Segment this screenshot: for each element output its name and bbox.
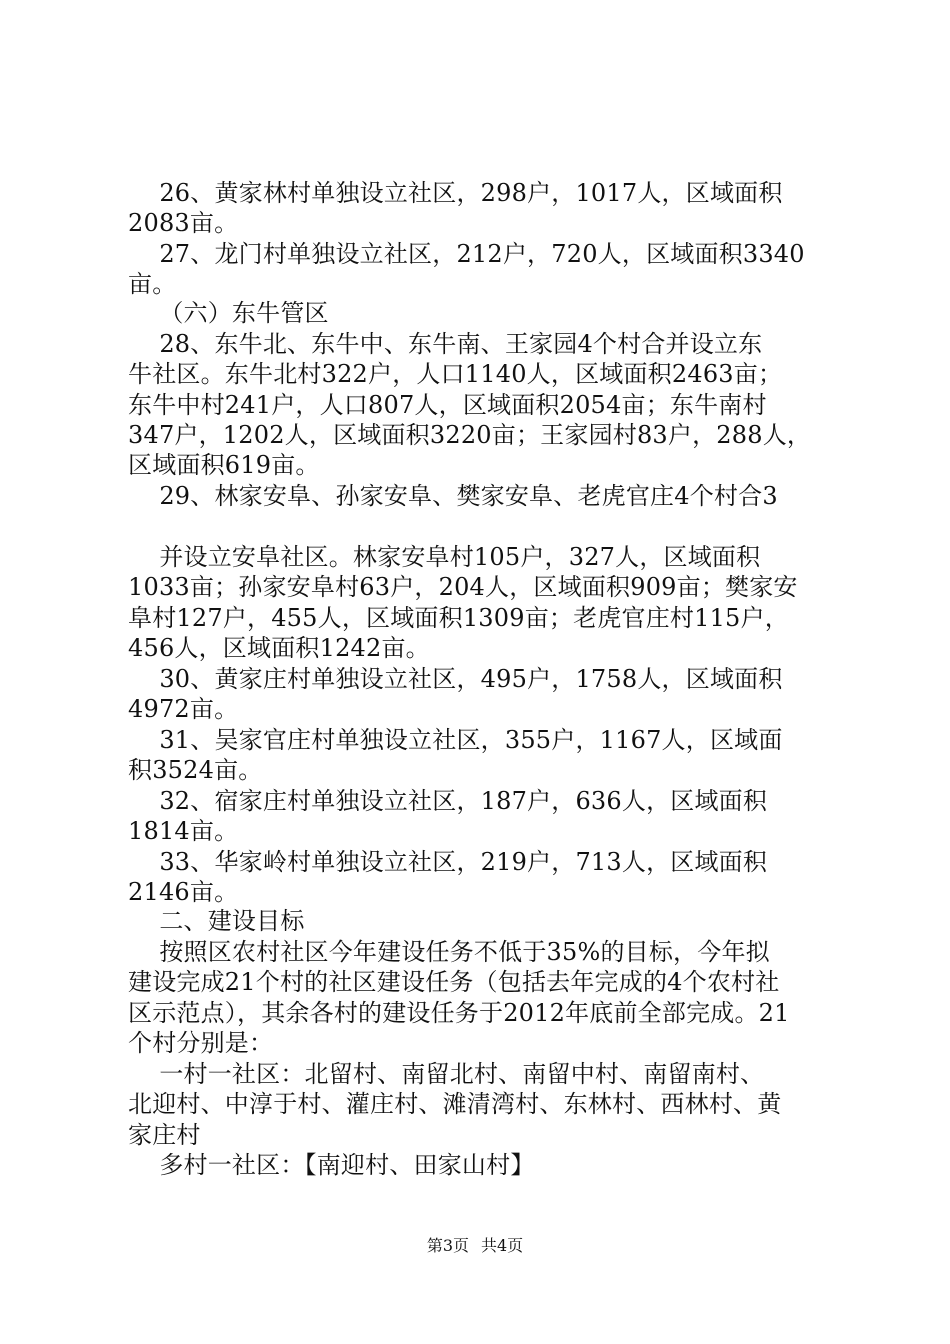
text-line: 家庄村 <box>128 1121 201 1149</box>
text-line: 阜村127户，455人，区域面积1309亩；老虎官庄村115户， <box>128 604 789 632</box>
text-line: 456人，区域面积1242亩。 <box>128 634 430 662</box>
text-line: 个村分别是： <box>128 1029 274 1057</box>
text-line: 32、宿家庄村单独设立社区，187户，636人，区域面积 <box>128 787 768 815</box>
text-line: 1814亩。 <box>128 817 239 845</box>
text-line: 2083亩。 <box>128 209 239 237</box>
section-heading: 二、建设目标 <box>128 907 305 935</box>
page-footer <box>0 1236 950 1256</box>
text-line: 牛社区。东牛北村322户，人口1140人，区域面积2463亩； <box>128 360 783 388</box>
text-line: 26、黄家林村单独设立社区，298户，1017人，区域面积 <box>128 179 783 207</box>
text-line: 4972亩。 <box>128 695 239 723</box>
text-line: 30、黄家庄村单独设立社区，495户，1758人，区域面积 <box>128 665 783 693</box>
page-number: 第3页 <box>426 1236 469 1255</box>
text-line: 一村一社区：北留村、南留北村、南留中村、南留南村、 <box>128 1060 765 1088</box>
text-line: 27、龙门村单独设立社区，212户，720人，区域面积3340 <box>128 240 805 268</box>
text-line: 多村一社区：【南迎村、田家山村】 <box>128 1151 535 1179</box>
text-line: 28、东牛北、东牛中、东牛南、王家园4个村合并设立东 <box>128 330 763 358</box>
text-line: 1033亩；孙家安阜村63户，204人，区域面积909亩；樊家安 <box>128 573 798 601</box>
text-line: 347户，1202人，区域面积3220亩；王家园村83户，288人， <box>128 421 812 449</box>
page-total: 共4页 <box>481 1236 524 1255</box>
text-line: 北迎村、中淳于村、灌庄村、滩清湾村、东林村、西林村、黄 <box>128 1090 782 1118</box>
text-line: 按照区农村社区今年建设任务不低于35%的目标，今年拟 <box>128 938 770 966</box>
text-line: 2146亩。 <box>128 878 239 906</box>
text-line: 建设完成21个村的社区建设任务（包括去年完成的4个农村社 <box>128 968 780 996</box>
text-line: 29、林家安阜、孙家安阜、樊家安阜、老虎官庄4个村合3 <box>128 482 778 510</box>
text-line: 31、吴家官庄村单独设立社区，355户，1167人，区域面 <box>128 726 783 754</box>
text-line: 区示范点），其余各村的建设任务于2012年底前全部完成。21 <box>128 999 790 1027</box>
section-heading: （六）东牛管区 <box>128 299 329 327</box>
text-line: 并设立安阜社区。林家安阜村105户，327人，区域面积 <box>128 543 761 571</box>
text-line: 33、华家岭村单独设立社区，219户，713人，区域面积 <box>128 848 768 876</box>
text-line: 东牛中村241户，人口807人，区域面积2054亩；东牛南村 <box>128 391 767 419</box>
text-line: 积3524亩。 <box>128 756 263 784</box>
text-line: 区域面积619亩。 <box>128 451 320 479</box>
text-line: 亩。 <box>128 270 177 298</box>
